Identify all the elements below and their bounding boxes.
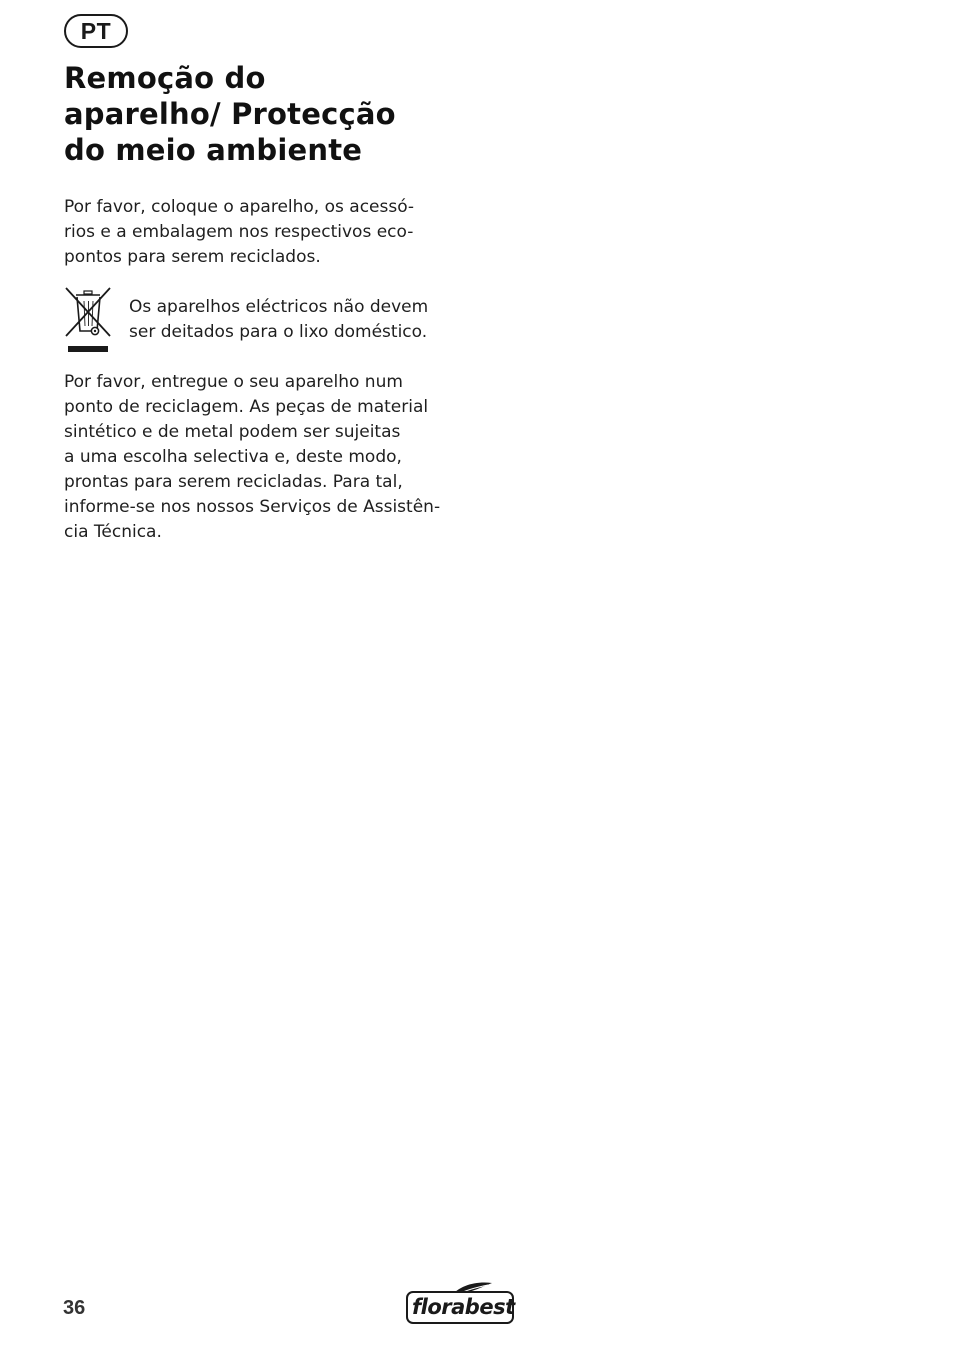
title-line: aparelho/ Protecção xyxy=(64,97,396,131)
brand-wordmark: florabest xyxy=(412,1295,515,1319)
text-line: Por favor, coloque o aparelho, os acessó- xyxy=(64,197,415,217)
text-line: prontas para serem recicladas. Para tal, xyxy=(64,472,403,492)
language-badge xyxy=(64,14,128,48)
language-code: PT xyxy=(80,17,112,44)
text-line: ponto de reciclagem. As peças de material xyxy=(64,397,429,417)
text-line: pontos para serem reciclados. xyxy=(64,247,321,267)
text-line: informe-se nos nossos Serviços de Assistên- xyxy=(64,497,441,517)
text-line: Por favor, entregue o seu aparelho num xyxy=(64,372,403,392)
text-line: rios e a embalagem nos respectivos eco- xyxy=(64,222,414,242)
recycling-instructions-paragraph xyxy=(64,195,414,270)
title-line: Remoção do xyxy=(64,61,266,95)
electrical-waste-notice xyxy=(129,295,428,345)
recycling-point-paragraph xyxy=(64,370,440,545)
text-line: a uma escolha selectiva e, deste modo, xyxy=(64,447,402,467)
page-number: 36 xyxy=(63,1297,86,1319)
page-title xyxy=(64,60,484,168)
text-line: ser deitados para o lixo doméstico. xyxy=(129,322,428,342)
text-line: sintético e de metal podem ser sujeitas xyxy=(64,422,401,442)
florabest-logo xyxy=(406,1281,518,1327)
title-line: do meio ambiente xyxy=(64,133,363,167)
crossed-out-wheelie-bin-icon xyxy=(63,286,113,354)
text-line: cia Técnica. xyxy=(64,522,162,542)
text-line: Os aparelhos eléctricos não devem xyxy=(129,297,429,317)
